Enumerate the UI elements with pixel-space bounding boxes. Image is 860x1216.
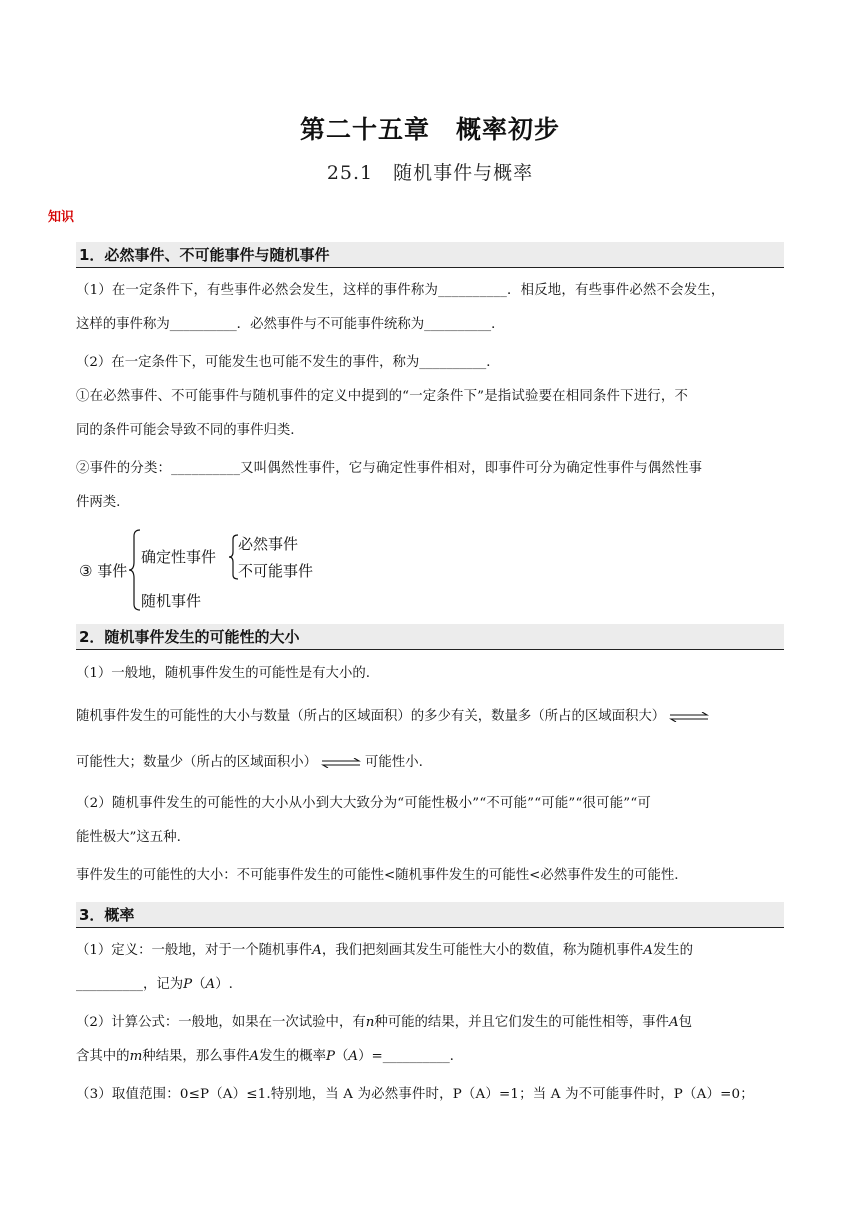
classify-certain: 必然事件: [238, 535, 299, 553]
section-heading-3: 3．概率: [76, 902, 784, 928]
classify-impossible: 不可能事件: [238, 562, 314, 580]
section-heading-1: 1．必然事件、不可能事件与随机事件: [76, 242, 784, 268]
s2-p1b: 随机事件发生的可能性的大小与数量（所占的区域面积）的多少有关，数量多（所占的区域面积大）: [76, 707, 713, 727]
classify-random: 随机事件: [141, 592, 202, 610]
s3-p1-line1: （1）定义：一般地，对于一个随机事件A，我们把刻画其发生可能性大小的数值，称为随机事件A发生的: [76, 943, 694, 958]
s1-note2-line1: ②事件的分类：__________又叫偶然性事件，它与确定性事件相对，即事件可分为确定性事件与偶然性事: [76, 461, 703, 476]
s1-note1-line2: 同的条件可能会导致不同的事件归类.: [76, 423, 295, 438]
s2-p3: 事件发生的可能性的大小：不可能事件发生的可能性<随机事件发生的可能性<必然事件发生的可能性.: [76, 868, 679, 883]
s1-p2: （2）在一定条件下，可能发生也可能不发生的事件，称为__________．: [76, 355, 500, 370]
section-heading-2: 2．随机事件发生的可能性的大小: [76, 624, 784, 650]
s1-p1-line2: 这样的事件称为__________．必然事件与不可能事件统称为__________．: [76, 317, 505, 332]
s3-p1-line2: __________，记为P（A）.: [76, 977, 233, 992]
s1-p1-line1: （1）在一定条件下，有些事件必然会发生，这样的事件称为__________．相反地，有些事件必然不会发生，: [76, 283, 725, 298]
s2-p2-line2: 能性极大”这五种.: [76, 830, 181, 845]
classify-root: ③ 事件: [79, 562, 128, 580]
section-subtitle: 25.1 随机事件与概率: [326, 162, 534, 184]
s3-p2-line2: 含其中的m种结果，那么事件A发生的概率P（A）=__________.: [76, 1049, 454, 1064]
chapter-title: 第二十五章 概率初步: [299, 115, 560, 144]
s2-p1: （1）一般地，随机事件发生的可能性是有大小的.: [76, 666, 370, 681]
equilibrium-arrow-icon: [321, 758, 361, 768]
classify-deterministic: 确定性事件: [141, 548, 217, 566]
s2-p2-line1: （2）随机事件发生的可能性的大小从小到大大致分为“可能性极小”“不可能”“可能”“很可能”“可: [76, 796, 651, 811]
s2-p1c: 可能性大；数量少（所占的区域面积小） 可能性小.: [76, 755, 423, 770]
s3-p3: （3）取值范围：0≤P（A）≤1.特别地，当 A 为必然事件时，P（A）=1；当 A 为不可能事件时，P（A）=0；: [76, 1087, 754, 1102]
s3-p2-line1: （2）计算公式：一般地，如果在一次试验中，有n种可能的结果，并且它们发生的可能性相等，事件A包: [76, 1015, 693, 1030]
equilibrium-arrow-icon: [669, 712, 709, 722]
outer-brace-icon: [128, 528, 142, 612]
s1-note2-line2: 件两类.: [76, 495, 121, 510]
event-classification-diagram: [76, 528, 356, 614]
s1-note1-line1: ①在必然事件、不可能事件与随机事件的定义中提到的“一定条件下”是指试验要在相同条件下进行，不: [76, 389, 689, 404]
knowledge-label: 知识: [48, 210, 75, 225]
